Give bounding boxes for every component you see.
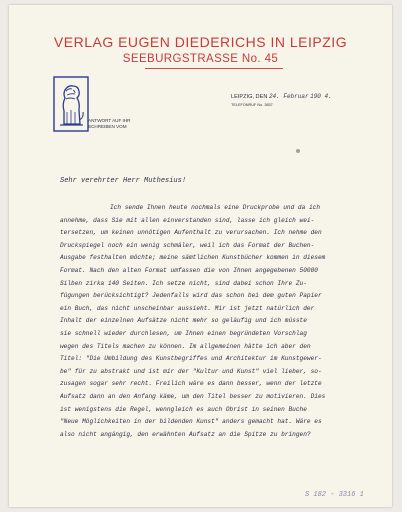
letter-line: Ausgabe festhalten möchte; meine sämtlichen Kunstbücher kommen in diesem bbox=[60, 254, 326, 262]
letter-line: ist wenigstens die Regel, wenngleich es auch Obrist in seinen Buche bbox=[60, 405, 307, 413]
letter-line: tersetzen, um keinen unnötigen Aufenthalt zu verursachen. Ich nehme den bbox=[60, 229, 322, 237]
date-day: 24. Februar bbox=[268, 93, 309, 100]
date-line bbox=[231, 93, 332, 100]
letter-line: Ich sende Ihnen heute nochmals eine Druckprobe und da ich bbox=[110, 204, 321, 211]
reply-note-line: ANTWORT AUF IHR bbox=[88, 118, 131, 123]
letter-line: "Neue Möglichkeiten in der bildenden Kunst" anders gemacht hat. Wäre es bbox=[60, 418, 322, 426]
letter-line: Titel: "Die Umbildung des Kunstbegriffes und Architektur im Kunstgewer- bbox=[60, 355, 322, 363]
header-rule bbox=[145, 68, 283, 69]
reply-reference-note bbox=[88, 118, 130, 130]
salutation: Sehr verehrter Herr Muthesius! bbox=[60, 177, 187, 185]
reply-note-line: SCHREIBEN VOM bbox=[88, 124, 127, 129]
publisher-address: SEEBURGSTRASSE No. 45 bbox=[122, 53, 279, 65]
date-year: 190 4. bbox=[310, 93, 332, 100]
letter-line: Inhalt der einzelnen Aufsätze nicht mehr so geläufig und ich müsste bbox=[60, 317, 307, 325]
publisher-name: VERLAG EUGEN DIEDERICHS IN LEIPZIG bbox=[53, 34, 348, 50]
archive-pencil-mark: S 182 - 3316 1 bbox=[305, 491, 364, 499]
letter-line: Druckspiegel noch ein wenig schmäler, weil ich das Format der Buchen- bbox=[60, 241, 315, 249]
letter-line: Format. Nach den alten Format umfassen die von Ihnen angegebenen 50000 bbox=[60, 266, 318, 274]
letter-line: fügungen berücksichtigt? Jedenfalls wird das schon bei dem guten Papier bbox=[60, 292, 322, 300]
letter-body bbox=[60, 202, 385, 441]
phone-number: TELEFONRUF No. 3837 bbox=[231, 103, 273, 107]
letter-line: also nicht angängig, den erwähnten Aufsatz an die Spitze zu bringen? bbox=[60, 430, 311, 438]
letter-line: ein Buch, das nicht unscheinbar aussieht. Mir ist jetzt natürlich der bbox=[60, 304, 315, 312]
letter-line: Silben zirka 140 Seiten. Ich setze nicht, sind dabei schon Ihre Zu- bbox=[60, 279, 307, 287]
letter-line: be" für zu abstrakt und ist mir der "Kultur und Kunst" viel lieber, so- bbox=[60, 367, 322, 375]
place-label: LEIPZIG, DEN bbox=[231, 94, 268, 100]
letter-line: zusagen sogar sehr recht. Freilich wäre es dann besser, wenn der letzte bbox=[60, 380, 322, 388]
letter-line: wegen des Titels machen zu können. Im allgemeinen hätte ich aber den bbox=[60, 342, 311, 350]
letter-line: Aufsatz dann an den Anfang käme, um den Titel besser zu motivieren. Dies bbox=[60, 392, 326, 400]
lion-logo-icon bbox=[53, 76, 89, 132]
letter-line: annehme, dass Sie mit allen einverstanden sind, lasse ich gleich wei- bbox=[60, 216, 315, 224]
letter-sheet bbox=[9, 5, 392, 507]
paper-hole-mark bbox=[296, 149, 300, 153]
letter-line: sie schnell wieder durchlesen, um Ihnen einen begründeten Vorschlag bbox=[60, 329, 307, 337]
